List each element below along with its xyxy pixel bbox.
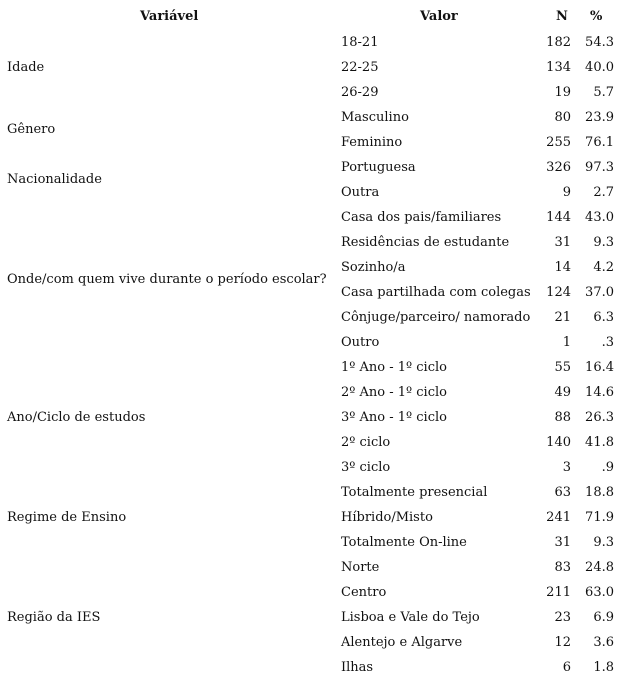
- cell-valor: Ilhas: [341, 660, 374, 675]
- table-row: [0, 530, 622, 555]
- variable-group: [0, 355, 622, 480]
- cell-percent: 4.2: [593, 260, 614, 275]
- cell-n: 1: [562, 335, 571, 350]
- cell-percent: 24.8: [585, 560, 614, 575]
- table-row: [0, 55, 622, 80]
- cell-n: 49: [554, 385, 571, 400]
- cell-n: 12: [554, 635, 571, 650]
- table-row: [0, 330, 622, 355]
- cell-n: 31: [554, 235, 571, 250]
- cell-valor: Outra: [341, 185, 380, 200]
- cell-valor: Híbrido/Misto: [341, 510, 433, 525]
- variable-group: [0, 480, 622, 555]
- cell-n: 211: [546, 585, 571, 600]
- header-percent: %: [590, 9, 603, 24]
- cell-valor: Feminino: [341, 135, 403, 150]
- cell-percent: .3: [601, 335, 614, 350]
- cell-n: 9: [562, 185, 571, 200]
- cell-n: 6: [562, 660, 571, 675]
- cell-valor: Outro: [341, 335, 380, 350]
- variable-group: [0, 30, 622, 105]
- variable-group: [0, 155, 622, 205]
- cell-percent: 16.4: [585, 360, 614, 375]
- table-row: [0, 430, 622, 455]
- cell-percent: 1.8: [593, 660, 614, 675]
- cell-n: 134: [546, 60, 571, 75]
- variable-label: Gênero: [7, 122, 56, 137]
- variable-group: [0, 205, 622, 355]
- table-row: [0, 230, 622, 255]
- cell-n: 3: [562, 460, 571, 475]
- cell-percent: 23.9: [585, 110, 614, 125]
- cell-valor: Totalmente On-line: [341, 535, 467, 550]
- table-header: [0, 0, 622, 30]
- cell-n: 23: [554, 610, 571, 625]
- cell-valor: Portuguesa: [341, 160, 416, 175]
- cell-valor: Cônjuge/parceiro/ namorado: [341, 310, 531, 325]
- cell-valor: Casa dos pais/familiares: [341, 210, 502, 225]
- cell-valor: 2º Ano - 1º ciclo: [341, 385, 447, 400]
- cell-n: 19: [554, 85, 571, 100]
- cell-n: 124: [546, 285, 571, 300]
- cell-n: 80: [554, 110, 571, 125]
- table-row: [0, 305, 622, 330]
- cell-percent: .9: [601, 460, 614, 475]
- variable-label: Ano/Ciclo de estudos: [7, 409, 146, 425]
- cell-n: 241: [546, 510, 571, 525]
- variable-label: Nacionalidade: [7, 172, 102, 187]
- cell-percent: 14.6: [585, 385, 614, 400]
- table-row: [0, 605, 622, 630]
- variable-label: Região da IES: [7, 609, 101, 625]
- cell-percent: 71.9: [585, 510, 614, 525]
- cell-percent: 41.8: [585, 435, 614, 450]
- cell-valor: Sozinho/a: [341, 260, 406, 275]
- cell-percent: 43.0: [585, 210, 614, 225]
- table-row: [0, 555, 622, 580]
- cell-percent: 18.8: [585, 485, 614, 500]
- cell-n: 88: [554, 410, 571, 425]
- cell-valor: 26-29: [341, 85, 379, 100]
- table-row: [0, 580, 622, 605]
- cell-n: 326: [546, 160, 571, 175]
- cell-n: 21: [554, 310, 571, 325]
- cell-valor: Masculino: [341, 110, 409, 125]
- cell-n: 55: [554, 360, 571, 375]
- table-row: [0, 355, 622, 380]
- cell-valor: 2º ciclo: [341, 435, 391, 450]
- cell-n: 63: [554, 485, 571, 500]
- cell-percent: 6.3: [593, 310, 614, 325]
- header-variavel: Variável: [140, 9, 199, 24]
- table-row: [0, 380, 622, 405]
- cell-valor: Lisboa e Vale do Tejo: [341, 610, 480, 625]
- table-row: [0, 205, 622, 230]
- cell-percent: 63.0: [585, 585, 614, 600]
- table-row: [0, 630, 622, 655]
- cell-valor: Residências de estudante: [341, 235, 510, 250]
- cell-n: 31: [554, 535, 571, 550]
- cell-percent: 3.6: [593, 635, 614, 650]
- variable-group: [0, 555, 622, 680]
- cell-valor: 3º ciclo: [341, 460, 391, 475]
- cell-valor: Alentejo e Algarve: [341, 635, 463, 650]
- table-row: [0, 480, 622, 505]
- table-row: [0, 405, 622, 430]
- table-row: [0, 505, 622, 530]
- table-row: [0, 180, 622, 205]
- cell-percent: 2.7: [593, 185, 614, 200]
- table-row: [0, 255, 622, 280]
- header-valor: Valor: [420, 9, 458, 24]
- cell-percent: 6.9: [593, 610, 614, 625]
- cell-valor: Centro: [341, 585, 387, 600]
- table-row: [0, 655, 622, 680]
- cell-percent: 76.1: [585, 135, 614, 150]
- cell-percent: 5.7: [593, 85, 614, 100]
- cell-percent: 9.3: [593, 535, 614, 550]
- cell-percent: 40.0: [585, 60, 614, 75]
- table-body: [0, 30, 622, 680]
- table-row: [0, 30, 622, 55]
- cell-valor: Casa partilhada com colegas: [341, 285, 531, 300]
- table-row: [0, 280, 622, 305]
- variable-label: Regime de Ensino: [7, 509, 127, 525]
- cell-n: 14: [554, 260, 571, 275]
- variable-label: Idade: [7, 59, 45, 75]
- cell-n: 255: [546, 135, 571, 150]
- cell-valor: 22-25: [341, 60, 379, 75]
- cell-percent: 26.3: [585, 410, 614, 425]
- table-row: [0, 455, 622, 480]
- cell-n: 182: [546, 35, 571, 50]
- cell-n: 83: [554, 560, 571, 575]
- cell-valor: 18-21: [341, 35, 379, 50]
- cell-percent: 54.3: [585, 35, 614, 50]
- cell-valor: 1º Ano - 1º ciclo: [341, 360, 447, 375]
- table-row: [0, 80, 622, 105]
- variable-group: [0, 105, 622, 155]
- cell-percent: 37.0: [585, 285, 614, 300]
- table-row: [0, 155, 622, 180]
- cell-valor: 3º Ano - 1º ciclo: [341, 410, 447, 425]
- cell-percent: 97.3: [585, 160, 614, 175]
- cell-percent: 9.3: [593, 235, 614, 250]
- table-row: [0, 105, 622, 130]
- cell-valor: Totalmente presencial: [341, 485, 488, 500]
- table-row: [0, 130, 622, 155]
- cell-n: 144: [546, 210, 571, 225]
- header-n: N: [556, 9, 568, 24]
- variable-label: Onde/com quem vive durante o período escolar?: [7, 272, 327, 287]
- cell-n: 140: [546, 435, 571, 450]
- cell-valor: Norte: [341, 560, 380, 575]
